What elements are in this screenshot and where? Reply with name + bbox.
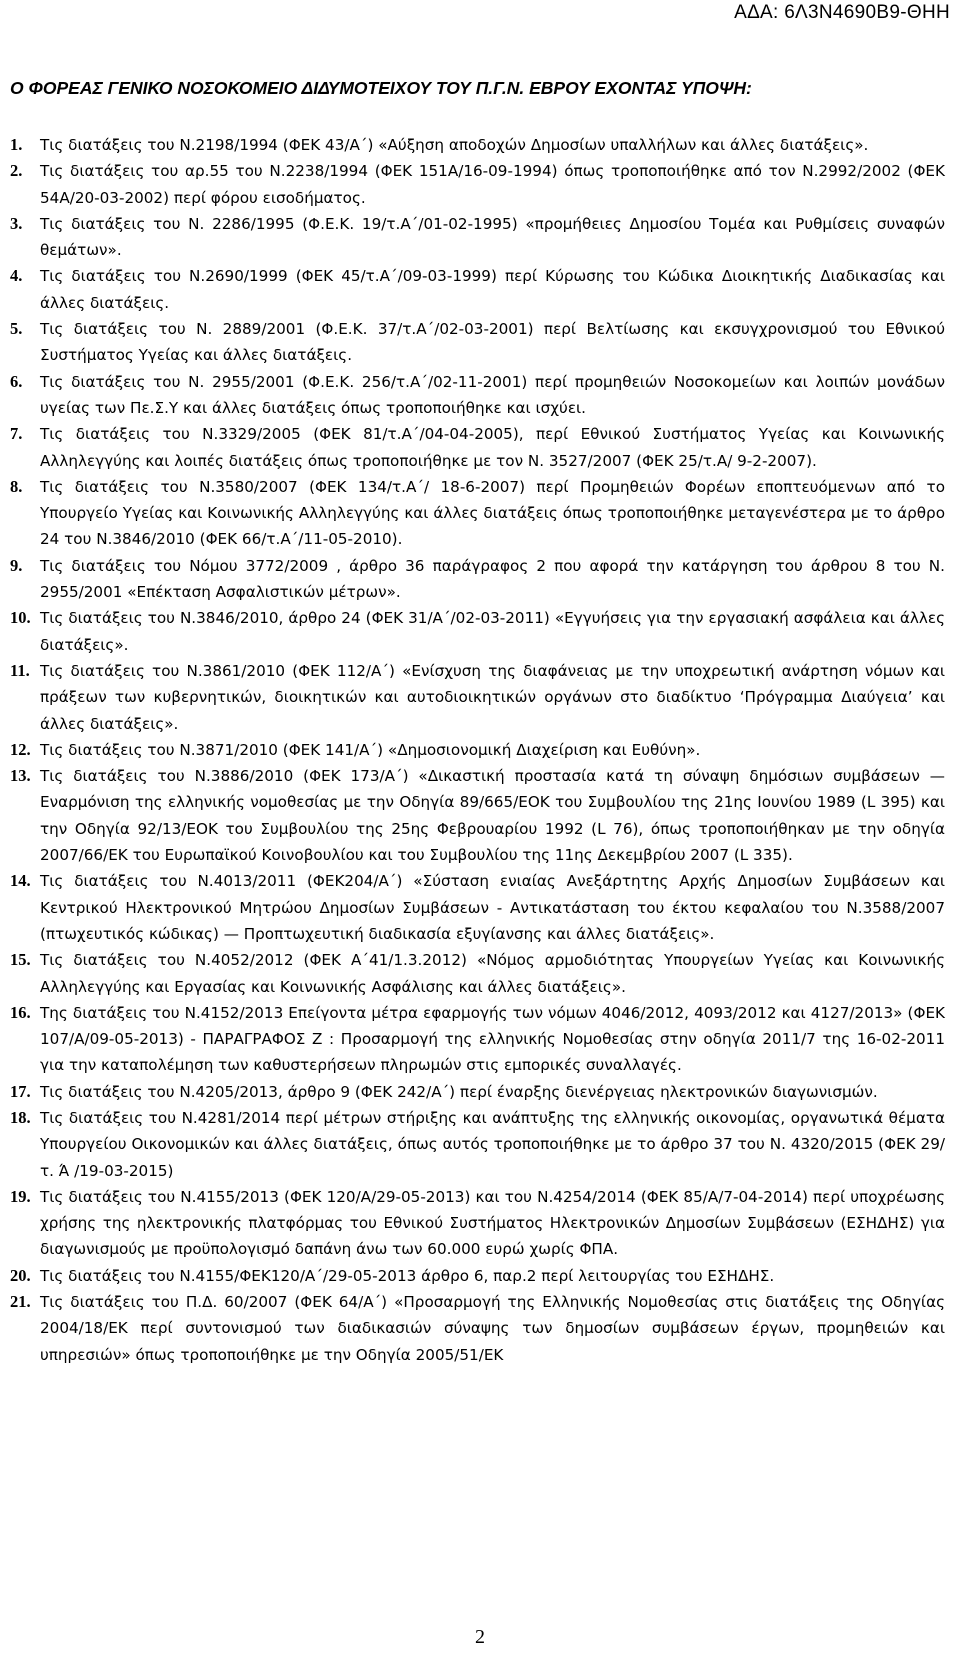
item-number: 8. [10,476,23,496]
list-item [10,737,945,763]
list-item [10,868,945,947]
list-item [10,1079,945,1105]
item-text: Τις διατάξεις του Νόμου 3772/2009 , άρθρο 36 παράγραφος 2 που αφορά την κατάργηση του άρθρου 8 του Ν. 2955/2001 «Επέκταση Ασφαλιστικών μέτρων». [40,556,945,602]
list-item [10,1289,945,1368]
item-text: Τις διατάξεις του Ν.4205/2013, άρθρο 9 (ΦΕΚ 242/Α΄) περί έναρξης διενέργειας ηλεκτρονικών διαγωνισμών. [40,1082,878,1101]
item-number: 17. [10,1081,31,1101]
item-text: Τις διατάξεις του Ν.3871/2010 (ΦΕΚ 141/Α΄) «Δημοσιονομική Διαχείριση και Ευθύνη». [40,740,701,759]
item-text: Τις διατάξεις του Ν.2198/1994 (ΦΕΚ 43/Α΄) «Αύξηση αποδοχών Δημοσίων υπαλλήλων και άλλες διατάξεις». [40,136,869,154]
item-text: Της διατάξεις του Ν.4152/2013 Επείγοντα μέτρα εφαρμογής των νόμων 4046/2012, 4093/2012 και 4127/2013» (ΦΕΚ 107/Α/09-05-2013) - ΠΑΡΑΓΡΑΦΟΣ Ζ : Προσαρμογή της ελληνικής Νομοθεσίας στην οδηγία 2011/7 της 16-02-2011 για την καταπολέμηση των καθυστερήσεων πληρωμών στις εμπορικές συναλλαγές. [40,1003,945,1075]
item-text: Τις διατάξεις του Ν.3861/2010 (ΦΕΚ 112/Α΄) «Ενίσχυση της διαφάνειας με την υποχρεωτική ανάρτηση νόμων και πράξεων των κυβερνητικών, διοικητικών και αυτοδιοικητικών οργάνων στο διαδίκτυο ‘Πρόγραμμα Διαύγεια’ και άλλες διατάξεις». [40,661,945,733]
document-heading: Ο ΦΟΡΕΑΣ ΓΕΝΙΚΟ ΝΟΣΟΚΟΜΕΙΟ ΔΙΔΥΜΟΤΕΙΧΟΥ ΤΟΥ Π.Γ.Ν. ΕΒΡΟΥ ΕΧΟΝΤΑΣ ΥΠΟΨΗ: [10,78,752,98]
item-text: Τις διατάξεις του Ν.3329/2005 (ΦΕΚ 81/τ.Α΄/04-04-2005), περί Εθνικού Συστήματος Υγείας και Κοινωνικής Αλληλεγγύης και λοιπές διατάξεις όπως τροποποιήθηκε με τον Ν. 3527/2007 (ΦΕΚ 25/τ.Α/ 9-2-2007). [40,425,945,470]
provisions-list [10,132,945,1368]
item-number: 20. [10,1265,31,1285]
list-item [10,211,945,264]
item-number: 12. [10,739,31,759]
item-text: Τις διατάξεις του Ν.4013/2011 (ΦΕΚ204/Α΄) «Σύσταση ενιαίας Ανεξάρτητης Αρχής Δημοσίων Συμβάσεων και Κεντρικού Ηλεκτρονικού Μητρώου Δημοσίων Συμβάσεων - Αντικατάσταση του έκτου κεφαλαίου του Ν.3588/2007 (πτωχευτικός κώδικας) — Προπτωχευτική διαδικασία εξυγίανσης και άλλες διατάξεις». [40,872,945,943]
item-text: Τις διατάξεις του αρ.55 του Ν.2238/1994 (ΦΕΚ 151Α/16-09-1994) όπως τροποποιήθηκε από τον Ν.2992/2002 (ΦΕΚ 54Α/20-03-2002) περί φόρου εισοδήματος. [40,162,945,207]
item-text: Τις διατάξεις του Ν.3580/2007 (ΦΕΚ 134/τ.Α΄/ 18-6-2007) περί Προμηθειών Φορέων εποπτευόμενων από το Υπουργείο Υγείας και Κοινωνικής Αλληλεγγύης και άλλες διατάξεις όπως τροποποιήθηκε μεταγενέστερα με το άρθρο 24 του Ν.3846/2010 (ΦΕΚ 66/τ.Α΄/11-05-2010). [40,477,945,549]
item-number: 5. [10,319,23,339]
item-text: Τις διατάξεις του Ν. 2889/2001 (Φ.Ε.Κ. 37/τ.Α΄/02-03-2001) περί Βελτίωσης και εκσυγχρονισμού του Εθνικού Συστήματος Υγείας και άλλες διατάξεις. [40,320,945,365]
item-text: Τις διατάξεις του Ν. 2286/1995 (Φ.Ε.Κ. 19/τ.Α΄/01-02-1995) «προμήθειες Δημοσίου Τομέα και Ρυθμίσεις συναφών θεμάτων». [40,214,945,260]
item-number: 11. [10,660,30,680]
list-item [10,421,945,474]
item-number: 13. [10,766,31,786]
list-item [10,316,945,369]
item-number: 16. [10,1002,31,1022]
list-item [10,474,945,553]
item-number: 3. [10,213,23,233]
item-number: 6. [10,371,23,391]
item-number: 14. [10,871,31,891]
item-number: 2. [10,161,23,181]
item-number: 7. [10,424,23,444]
item-text: Τις διατάξεις του Ν.2690/1999 (ΦΕΚ 45/τ.Α΄/09-03-1999) περί Κύρωσης του Κώδικα Διοικητικής Διαδικασίας και άλλες διατάξεις. [40,267,945,312]
list-item [10,158,945,211]
list-item [10,947,945,1000]
item-text: Τις διατάξεις του Ν.3846/2010, άρθρο 24 (ΦΕΚ 31/Α΄/02-03-2011) «Εγγυήσεις για την εργασιακή ασφάλεια και άλλες διατάξεις». [40,609,945,654]
item-number: 9. [10,555,23,575]
list-item [10,132,945,158]
list-item [10,263,945,316]
item-text: Τις διατάξεις του Ν.4155/2013 (ΦΕΚ 120/Α/29-05-2013) και του Ν.4254/2014 (ΦΕΚ 85/Α/7-04-2014) περί υποχρέωσης χρήσης της ηλεκτρονικής πλατφόρμας του Εθνικού Συστήματος Ηλεκτρονικών Δημοσίων Συμβάσεων (ΕΣΗΔΗΣ) για διαγωνισμούς με προϋπολογισμό δαπάνη άνω των 60.000 ευρώ χωρίς ΦΠΑ. [40,1187,945,1259]
list-item [10,369,945,422]
item-number: 19. [10,1186,31,1206]
list-item [10,1105,945,1184]
list-item [10,763,945,868]
item-number: 18. [10,1107,31,1127]
item-number: 15. [10,950,31,970]
list-item [10,658,945,737]
list-item [10,1000,945,1079]
list-item [10,1263,945,1289]
item-text: Τις διατάξεις του Ν. 2955/2001 (Φ.Ε.Κ. 256/τ.Α΄/02-11-2001) περί προμηθειών Νοσοκομείων και λοιπών μονάδων υγείας των Πε.Σ.Υ και άλλες διατάξεις όπως τροποποιήθηκε και ισχύει. [40,372,945,417]
item-number: 10. [10,608,31,628]
item-text: Τις διατάξεις του Ν.4155/ΦΕΚ120/Α΄/29-05-2013 άρθρο 6, παρ.2 περί λειτουργίας του ΕΣΗΔΗΣ. [40,1266,775,1285]
item-number: 1. [10,135,23,154]
item-text: Τις διατάξεις του Ν.3886/2010 (ΦΕΚ 173/Α΄) «Δικαστική προστασία κατά τη σύναψη δημόσιων συμβάσεων — Εναρμόνιση της ελληνικής νομοθεσίας με την Οδηγία 89/665/ΕΟΚ του Συμβουλίου της 21ης Ιουνίου 1989 (L 395) και την Οδηγία 92/13/ΕΟΚ του Συμβουλίου της 25ης Φεβρουαρίου 1992 (L 76), όπως τροποποιήθηκαν με την οδηγία 2007/66/ΕΚ του Ευρωπαϊκού Κοινοβουλίου και του Συμβουλίου της 11ης Δεκεμβρίου 2007 (L 335). [40,767,945,865]
item-text: Τις διατάξεις του Ν.4052/2012 (ΦΕΚ Α΄41/1.3.2012) «Νόμος αρμοδιότητας Υπουργείων Υγείας και Κοινωνικής Αλληλεγγύης και Εργασίας και Κοινωνικής Ασφάλισης και άλλες διατάξεις». [40,951,945,996]
item-number: 21. [10,1292,31,1312]
list-item [10,605,945,658]
item-number: 4. [10,266,23,286]
list-item [10,1184,945,1263]
item-text: Τις διατάξεις του Ν.4281/2014 περί μέτρων στήριξης και ανάπτυξης της ελληνικής οικονομίας, οργανωτικά θέματα Υπουργείου Οικονομικών και άλλες διατάξεις, όπως αυτός τροποποιήθηκε με το άρθρο 37 του Ν. 4320/2015 (ΦΕΚ 29/τ. Ά /19-03-2015) [40,1108,945,1180]
item-text: Τις διατάξεις του Π.Δ. 60/2007 (ΦΕΚ 64/Α΄) «Προσαρμογή της Ελληνικής Νομοθεσίας στις διατάξεις της Οδηγίας 2004/18/ΕΚ περί συντονισμού των διαδικασιών σύναψης των δημοσίων συμβάσεων έργων, προμηθειών και υπηρεσιών» όπως τροποποιήθηκε με την Οδηγία 2005/51/ΕΚ [40,1293,945,1364]
list-item [10,553,945,606]
page-number: 2 [475,1626,485,1648]
ada-code: ΑΔΑ: 6Λ3Ν4690Β9-ΘΗΗ [734,2,950,23]
